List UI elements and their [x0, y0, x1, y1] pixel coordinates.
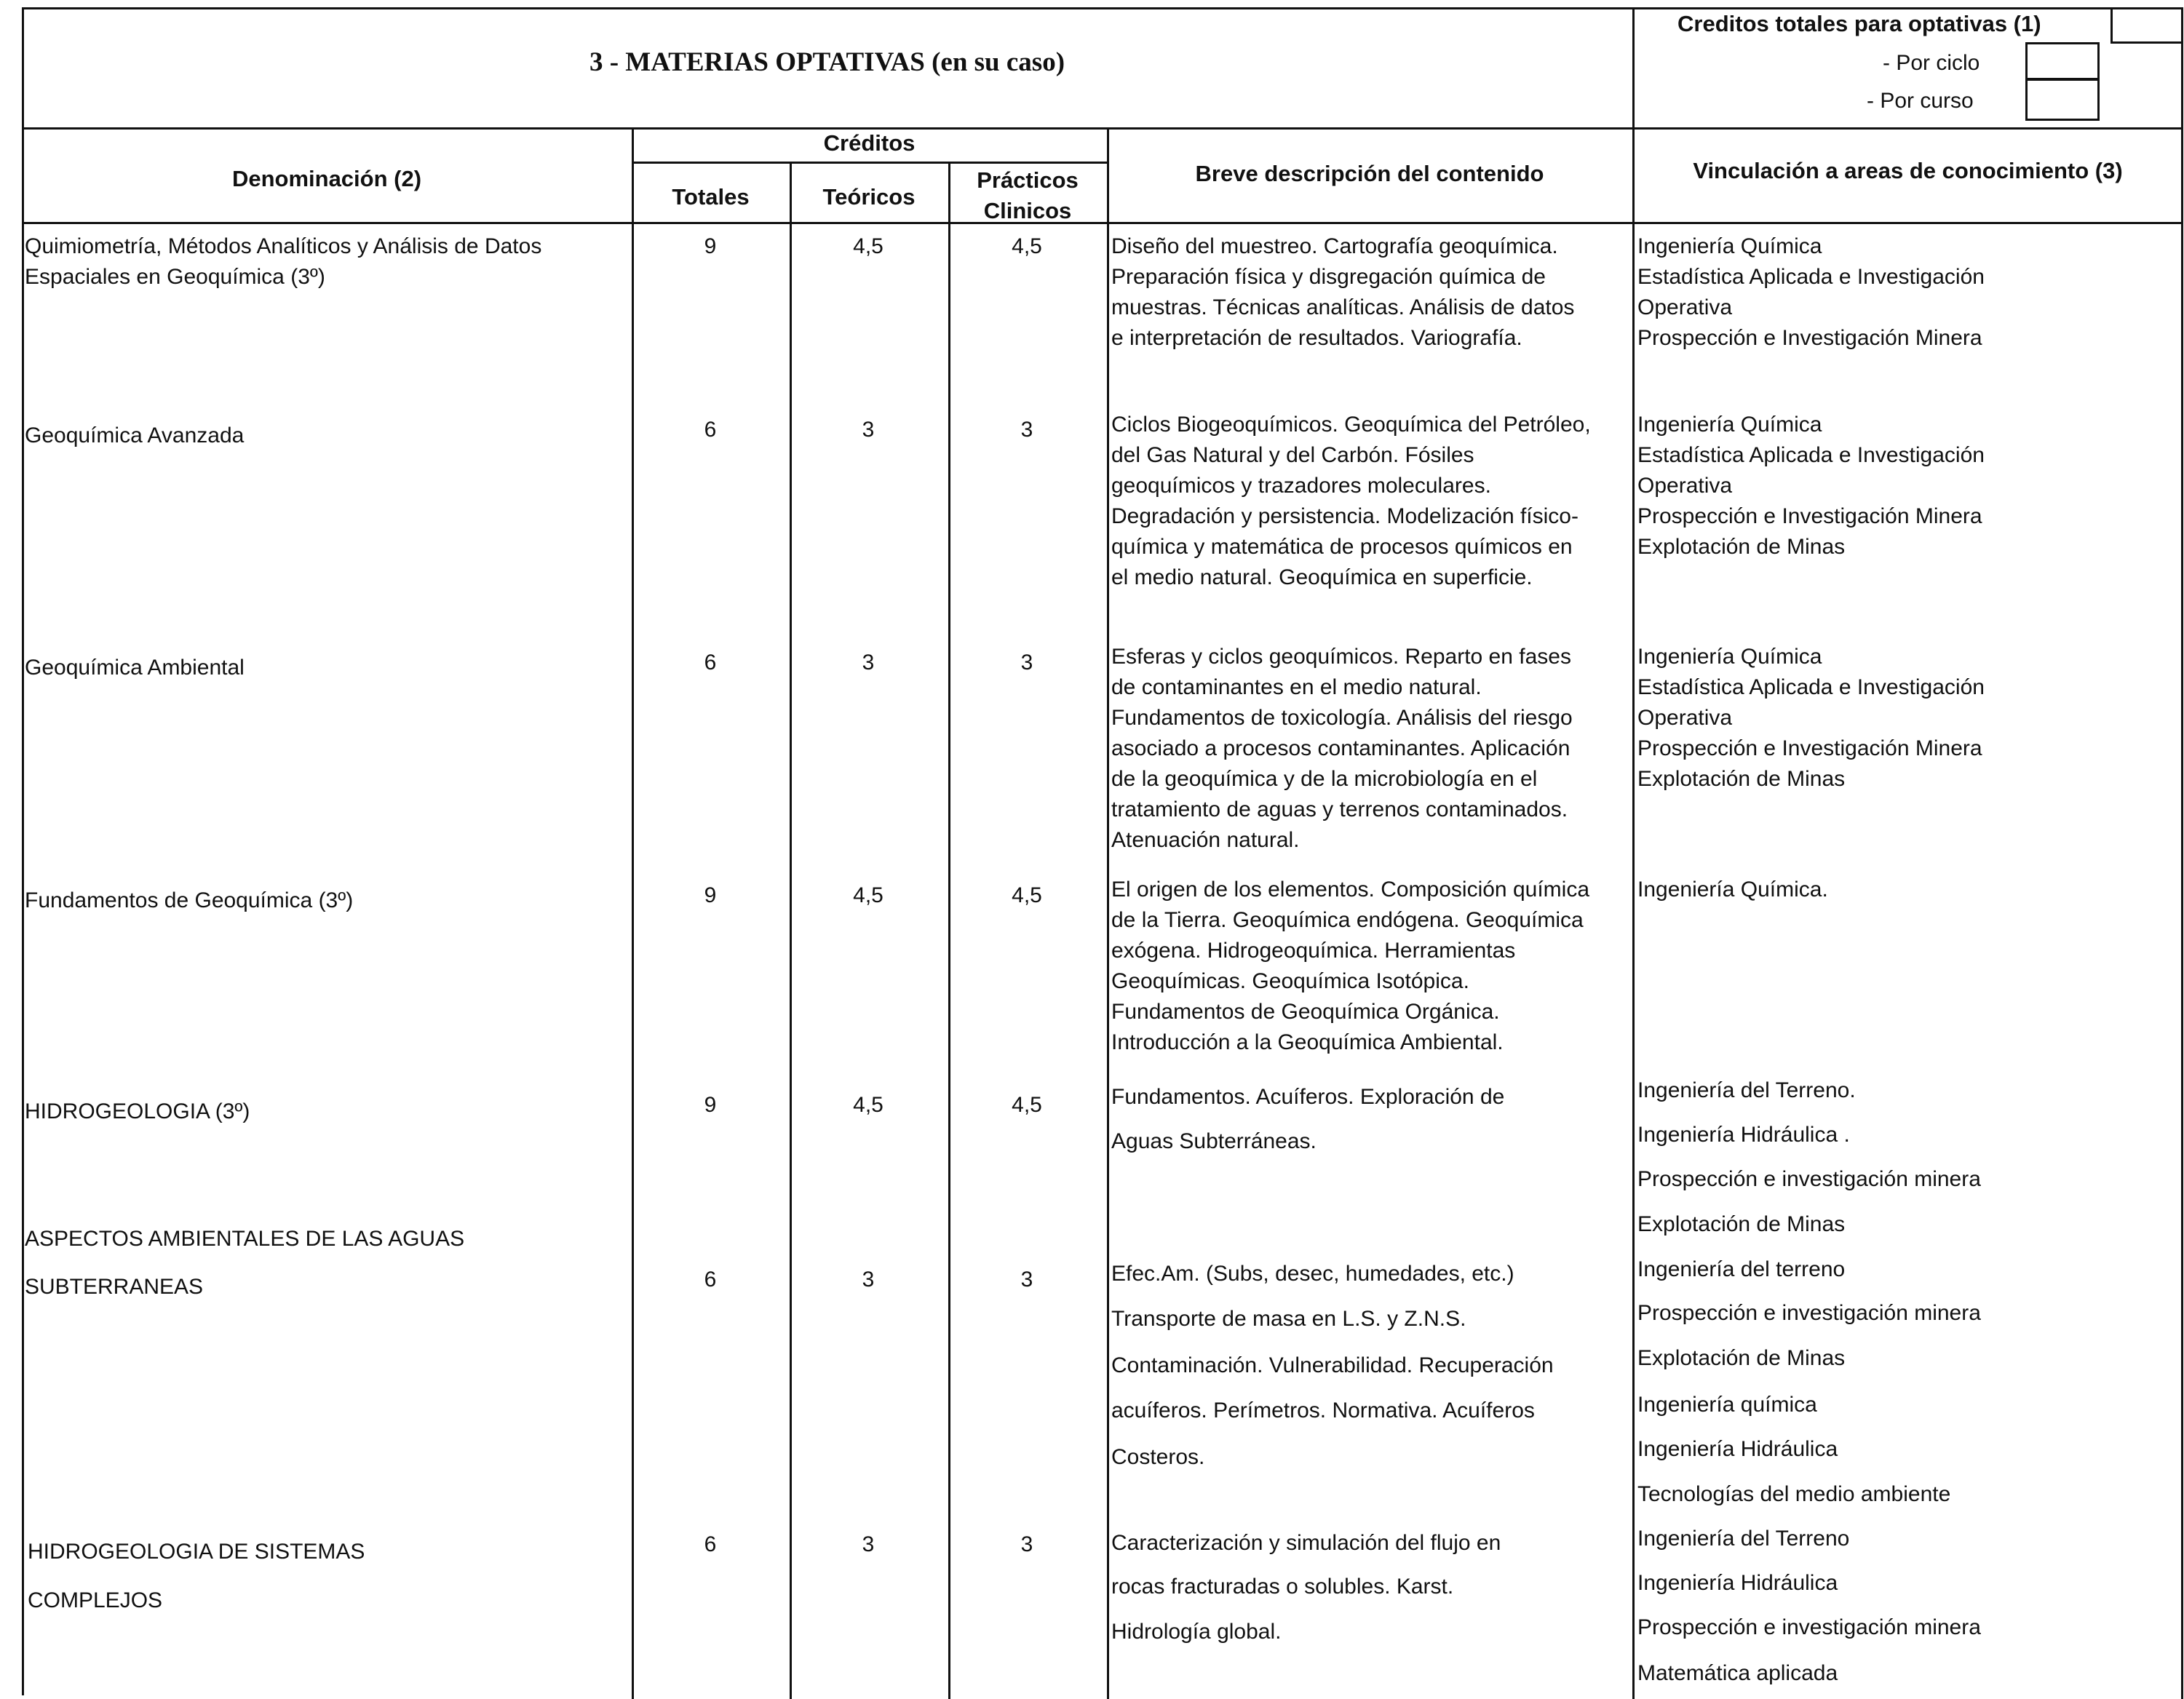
row-5-totales: 6 [704, 1268, 717, 1292]
row-5-area-5: Tecnologías del medio ambiente [1637, 1482, 1951, 1506]
row-4-area-0: Ingeniería del Terreno. [1637, 1078, 1856, 1102]
row-0-totales: 9 [704, 234, 717, 258]
col-vinculacion: Vinculación a areas de conocimiento (3) [1693, 158, 2123, 183]
col-denominacion: Denominación (2) [231, 166, 422, 191]
row-4-desc-1: Aguas Subterráneas. [1111, 1129, 1317, 1153]
row-3-area-0: Ingeniería Química. [1637, 878, 1828, 902]
col-divider-4 [1107, 127, 1109, 1699]
col-divider-2 [790, 162, 792, 1699]
col-descripcion: Breve descripción del contenido [1195, 161, 1544, 186]
row-5-desc-1: Transporte de masa en L.S. y Z.N.S. [1111, 1307, 1466, 1331]
row-6-teoricos: 3 [862, 1532, 875, 1556]
row-0-teoricos: 4,5 [853, 234, 883, 258]
por-ciclo-box[interactable] [2025, 42, 2100, 80]
row-6-desc-2: Hidrología global. [1111, 1620, 1282, 1644]
row-4-desc-0: Fundamentos. Acuíferos. Exploración de [1111, 1085, 1505, 1109]
total-credits-box[interactable] [2110, 7, 2183, 44]
row-6-desc-0: Caracterización y simulación del flujo en [1111, 1531, 1501, 1555]
row-6-desc-1: rocas fracturadas o solubles. Karst. [1111, 1575, 1454, 1599]
row-1-teoricos: 3 [862, 418, 875, 442]
row-3-desc: El origen de los elementos. Composición química de la Tierra. Geoquímica endógena. Geoquímica exógena. Hidrogeoquímica. Herramientas Geoquímicas. Geoquímica Isotópica. Fundamentos de Geoquímica Orgánica. Introducción a la Geoquímica Ambiental. [1111, 878, 1589, 1054]
row-5-area-2: Explotación de Minas [1637, 1346, 1846, 1370]
frame-right [2181, 42, 2183, 1699]
creditos-sub-rule [632, 162, 1107, 164]
row-6-name-0: HIDROGEOLOGIA DE SISTEMAS [28, 1540, 365, 1564]
row-4-area-1: Ingeniería Hidráulica . [1637, 1123, 1850, 1147]
row-4-practicos: 4,5 [1012, 1093, 1042, 1117]
row-5-desc-0: Efec.Am. (Subs, desec, humedades, etc.) [1111, 1262, 1514, 1286]
row-2-desc: Esferas y ciclos geoquímicos. Reparto en fases de contaminantes en el medio natural. Fundamentos de toxicología. Análisis del riesgo asociado a procesos contaminantes. Aplicación de la geoquímica y de la microbiología en el tratamiento de aguas y terrenos contaminados. Atenuación natural. [1111, 645, 1573, 852]
row-5-area-0: Ingeniería del terreno [1637, 1257, 1846, 1281]
creditos-totales-label: Creditos totales para optativas (1) [1677, 11, 2041, 36]
header-divider-vertical [1632, 7, 1635, 127]
col-clinicos: Clinicos [983, 198, 1072, 223]
row-2-name: Geoquímica Ambiental [25, 656, 245, 680]
page-title: 3 - MATERIAS OPTATIVAS (en su caso) [589, 47, 1065, 77]
row-5-desc-2: Contaminación. Vulnerabilidad. Recuperación [1111, 1353, 1554, 1377]
row-5-name-0: ASPECTOS AMBIENTALES DE LAS AGUAS [25, 1227, 465, 1251]
row-3-teoricos: 4,5 [853, 883, 883, 907]
row-6-practicos: 3 [1020, 1532, 1033, 1556]
row-0-areas: Ingeniería Química Estadística Aplicada e Investigación Operativa Prospección e Investigación Minera [1637, 234, 1985, 350]
row-3-name: Fundamentos de Geoquímica (3º) [25, 888, 354, 912]
col-teoricos: Teóricos [822, 184, 916, 210]
row-5-area-1: Prospección e investigación minera [1637, 1301, 1981, 1325]
por-curso-box[interactable] [2025, 79, 2100, 121]
row-1-name: Geoquímica Avanzada [25, 423, 245, 447]
row-1-areas: Ingeniería Química Estadística Aplicada e Investigación Operativa Prospección e Investigación Minera Explotación de Minas [1637, 413, 1985, 559]
row-5-desc-4: Costeros. [1111, 1445, 1205, 1469]
row-6-area-1: Ingeniería Hidráulica [1637, 1571, 1838, 1595]
row-1-totales: 6 [704, 418, 717, 442]
row-6-area-2: Prospección e investigación minera [1637, 1615, 1981, 1639]
row-6-area-3: Matemática aplicada [1637, 1661, 1838, 1685]
row-0-desc: Diseño del muestreo. Cartografía geoquímica. Preparación física y disgregación química de muestras. Técnicas analíticas. Análisis de datos e interpretación de resultados. Variografía. [1111, 234, 1575, 350]
col-creditos: Créditos [823, 130, 916, 156]
row-2-totales: 6 [704, 650, 717, 675]
row-4-totales: 9 [704, 1093, 717, 1117]
row-6-totales: 6 [704, 1532, 717, 1556]
row-4-name: HIDROGEOLOGIA (3º) [25, 1099, 250, 1123]
row-5-area-4: Ingeniería Hidráulica [1637, 1437, 1838, 1461]
col-totales: Totales [672, 184, 750, 210]
col-divider-5 [1632, 127, 1635, 1699]
col-divider-1 [632, 127, 634, 1699]
row-5-area-3: Ingeniería química [1637, 1393, 1817, 1417]
row-4-area-2: Prospección e investigación minera [1637, 1167, 1981, 1191]
row-0-practicos: 4,5 [1012, 234, 1042, 258]
row-1-desc: Ciclos Biogeoquímicos. Geoquímica del Petróleo, del Gas Natural y del Carbón. Fósiles geoquímicos y trazadores moleculares. Degradación y persistencia. Modelización físico- química y matemática de procesos químicos en el medio natural. Geoquímica en superficie. [1111, 413, 1591, 589]
por-curso-label: - Por curso [1867, 89, 1974, 113]
col-divider-3 [948, 162, 950, 1699]
row-2-areas: Ingeniería Química Estadística Aplicada e Investigación Operativa Prospección e Investigación Minera Explotación de Minas [1637, 645, 1985, 791]
row-0-name: Quimiometría, Métodos Analíticos y Análisis de Datos Espaciales en Geoquímica (3º) [25, 234, 542, 289]
row-6-name-1: COMPLEJOS [28, 1588, 163, 1612]
row-1-practicos: 3 [1020, 418, 1033, 442]
col-practicos: Prácticos [977, 167, 1079, 193]
row-5-teoricos: 3 [862, 1268, 875, 1292]
frame-left [22, 7, 24, 1695]
row-3-practicos: 4,5 [1012, 883, 1042, 907]
row-4-teoricos: 4,5 [853, 1093, 883, 1117]
row-6-area-0: Ingeniería del Terreno [1637, 1527, 1850, 1551]
row-2-practicos: 3 [1020, 650, 1033, 675]
row-4-area-3: Explotación de Minas [1637, 1212, 1846, 1236]
row-5-desc-3: acuíferos. Perímetros. Normativa. Acuíferos [1111, 1398, 1535, 1423]
row-3-totales: 9 [704, 883, 717, 907]
row-5-practicos: 3 [1020, 1268, 1033, 1292]
por-ciclo-label: - Por ciclo [1883, 51, 1980, 75]
row-5-name-1: SUBTERRANEAS [25, 1275, 204, 1299]
row-2-teoricos: 3 [862, 650, 875, 675]
